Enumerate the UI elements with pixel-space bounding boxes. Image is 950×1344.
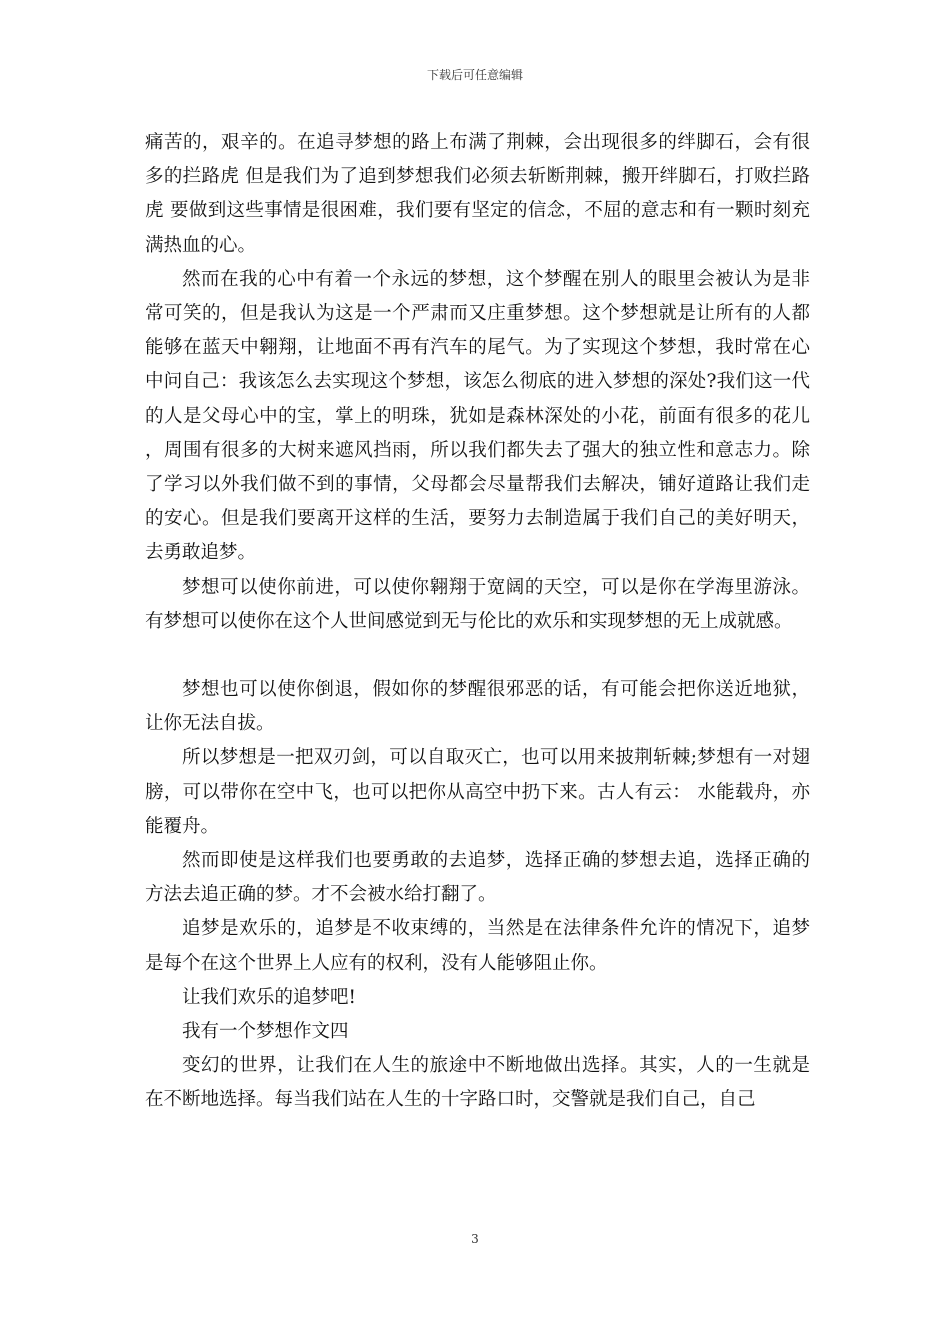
page-header: 下载后可任意编辑 [426,68,523,82]
paragraph: 所以梦想是一把双刃剑，可以自取灭亡，也可以用来披荆斩棘;梦想有一对翅膀，可以带你在空中飞，也可以把你从高空中扔下来。古人有云： 水能载舟，亦能覆舟。 [145,747,810,837]
paragraph: 让我们欢乐的追梦吧! [182,986,356,1008]
paragraph: 梦想可以使你前进，可以使你翱翔于宽阔的天空，可以是你在学海里游泳。有梦想可以使你在这个人世间感觉到无与伦比的欢乐和实现梦想的无上成就感。 [145,576,810,632]
page-number: 3 [471,1232,479,1246]
section-heading: 我有一个梦想作文四 [182,1021,349,1043]
document-body [145,126,810,1118]
paragraph: 然而即使是这样我们也要勇敢的去追梦，选择正确的梦想去追，选择正确的方法去追正确的梦。才不会被水给打翻了。 [145,850,810,906]
paragraph: 变幻的世界，让我们在人生的旅途中不断地做出选择。其实，人的一生就是在不断地选择。每当我们站在人生的十字路口时，交警就是我们自己，自己 [145,1055,810,1111]
paragraph: 追梦是欢乐的，追梦是不收束缚的，当然是在法律条件允许的情况下，追梦是每个在这个世界上人应有的权利，没有人能够阻止你。 [145,918,810,974]
paragraph: 痛苦的，艰辛的。在追寻梦想的路上布满了荆棘，会出现很多的绊脚石，会有很多的拦路虎 但是我们为了追到梦想我们必须去斩断荆棘，搬开绊脚石，打败拦路虎 要做到这些事情是很困难，我们要有坚定的信念，不屈的意志和有一颗时刻充满热血的心。 [145,132,810,256]
paragraph: 然而在我的心中有着一个永远的梦想，这个梦醒在别人的眼里会被认为是非常可笑的，但是我认为这是一个严肃而又庄重梦想。这个梦想就是让所有的人都能够在蓝天中翱翔，让地面不再有汽车的尾气。为了实现这个梦想，我时常在心中问自己：我该怎么去实现这个梦想，该怎么彻底的进入梦想的深处?我们这一代的人是父母心中的宝，掌上的明珠，犹如是森林深处的小花，前面有很多的花儿，周围有很多的大树来遮风挡雨，所以我们都失去了强大的独立性和意志力。除了学习以外我们做不到的事情，父母都会尽量帮我们去解决，铺好道路让我们走的安心。但是我们要离开这样的生活，要努力去制造属于我们自己的美好明天，去勇敢追梦。 [145,268,810,564]
paragraph: 梦想也可以使你倒退，假如你的梦醒很邪恶的话，有可能会把你送近地狱，让你无法自拔。 [145,679,810,735]
